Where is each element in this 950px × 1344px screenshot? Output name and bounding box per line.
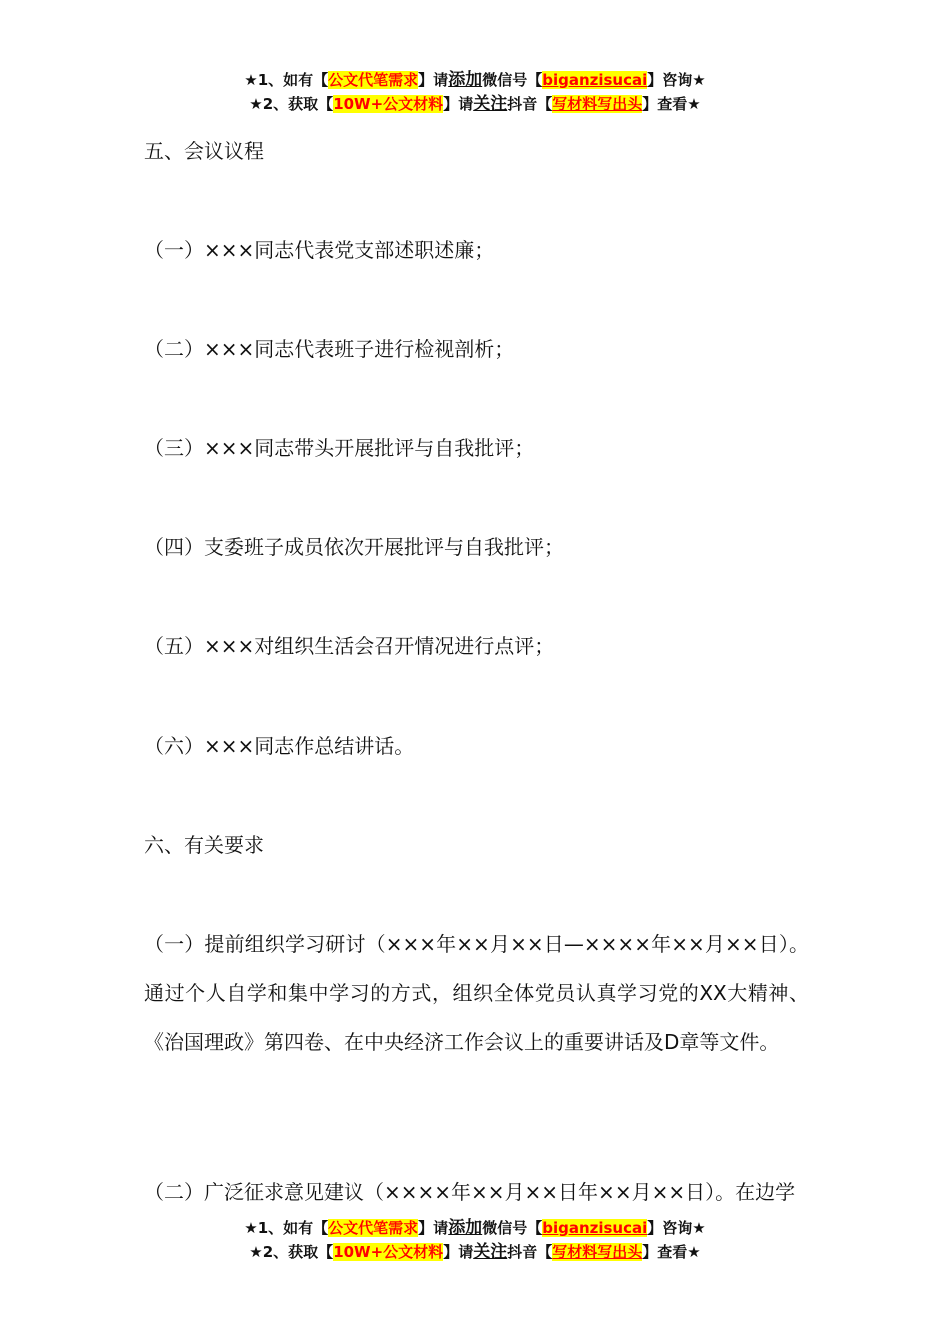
agenda-item: （一）×××同志代表党支部述职述廉；	[144, 238, 495, 262]
banner-line-1	[0, 1216, 950, 1240]
agenda-item: （四）支委班子成员依次开展批评与自我批评；	[144, 535, 564, 559]
footer-banner	[0, 1216, 950, 1264]
banner-highlight: 公文代笔需求	[328, 71, 419, 89]
banner-text: 】查看★	[642, 95, 701, 113]
banner-text: ★1、如有【	[244, 71, 329, 89]
banner-text: ★2、获取【	[249, 95, 334, 113]
banner-text: 】请	[443, 95, 474, 113]
banner-text: ★2、获取【	[249, 1243, 334, 1261]
requirement-paragraph: （一）提前组织学习研讨（×××年××月××日—××××年××月××日）。通过个人自学和集中学习的方式，组织全体党员认真学习党的XX大精神、《治国理政》第四卷、在中央经济工作会议上的重要讲话及D章等文件。	[144, 932, 809, 1054]
agenda-item: （二）×××同志代表班子进行检视剖析；	[144, 337, 515, 361]
wechat-id-link[interactable]: biganzisucai	[542, 71, 648, 89]
banner-text: 抖音【	[507, 1243, 553, 1261]
banner-text: 抖音【	[507, 95, 553, 113]
requirement-paragraph: （二）广泛征求意见建议（××××年××月××日年××月××日）。在边学	[144, 1180, 796, 1204]
banner-text: 】咨询★	[647, 71, 706, 89]
banner-text: ★1、如有【	[244, 1219, 329, 1237]
banner-line-2	[0, 92, 950, 116]
agenda-item: （六）×××同志作总结讲话。	[144, 734, 415, 758]
agenda-item: （三）×××同志带头开展批评与自我批评；	[144, 436, 535, 460]
banner-text: 】查看★	[642, 1243, 701, 1261]
banner-text: 】咨询★	[647, 1219, 706, 1237]
douyin-account-link[interactable]: 写材料写出头	[552, 95, 643, 113]
banner-text: 微信号【	[482, 1219, 543, 1237]
header-banner	[0, 68, 950, 116]
banner-highlight: 10W+公文材料	[333, 95, 444, 113]
banner-line-1	[0, 68, 950, 92]
banner-emphasis: 关注	[473, 94, 508, 114]
banner-highlight: 公文代笔需求	[328, 1219, 419, 1237]
banner-text: 】请	[418, 1219, 449, 1237]
banner-text: 微信号【	[482, 71, 543, 89]
banner-highlight: 10W+公文材料	[333, 1243, 444, 1261]
section-heading: 六、有关要求	[144, 833, 264, 857]
douyin-account-link[interactable]: 写材料写出头	[552, 1243, 643, 1261]
section-heading: 五、会议议程	[144, 139, 264, 163]
banner-line-2	[0, 1240, 950, 1264]
banner-text: 】请	[418, 71, 449, 89]
banner-text: 】请	[443, 1243, 474, 1261]
banner-emphasis: 添加	[448, 70, 483, 90]
banner-emphasis: 关注	[473, 1242, 508, 1262]
agenda-item: （五）×××对组织生活会召开情况进行点评；	[144, 634, 555, 658]
wechat-id-link[interactable]: biganzisucai	[542, 1219, 648, 1237]
banner-emphasis: 添加	[448, 1218, 483, 1238]
